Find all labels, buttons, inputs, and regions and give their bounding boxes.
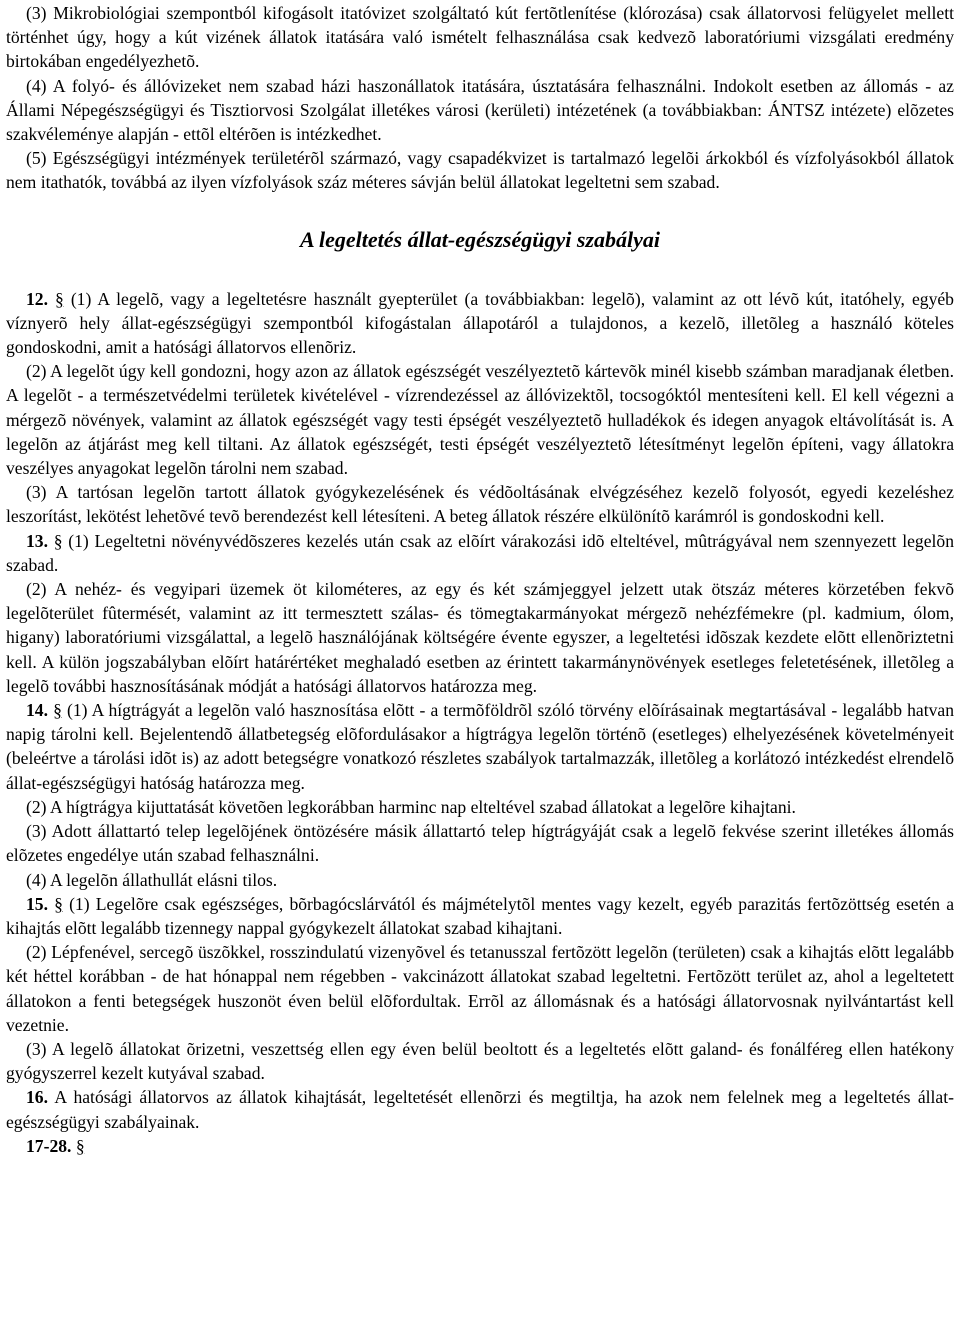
section-sign: § [53, 700, 62, 721]
paragraph: (3) A legelõ állatokat õrizetni, veszettség ellen egy éven belül beoltott és a legeltetés elõtt galand- és fonálféreg ellen hatékony gyógyszerrel kezelt kutyával szabad. [6, 1038, 954, 1084]
paragraph: (2) A nehéz- és vegyipari üzemek öt kilométeres, az egy és két számjeggyel jelzett utak ötszáz méteres körzetében fekvõ legelõterület fûtermését, valamint az itt termesztett szálas- és tömegtakarmányokat mérgezõ nehézfémekre (pl. kadmium, ólom, higany) laboratóriumi vizsgálattal, a legelõ használójának költségére évente egyszer, a legeltetési idõszak kezdete elõtt ellenõriztetni kell. A külön jogszabályban elõírt határértéket meghaladó esetben az érintett takarmánynövények esetleges feletetésének, illetõleg a legelõ további hasznosításának módját a hatósági állatorvos határozza meg. [6, 579, 954, 696]
paragraph: (2) Lépfenével, sercegõ üszõkkel, rosszindulatú vizenyõvel és tetanusszal fertõzött legelõn (területen) csak a kihajtás elõtt legalább két héttel korábban - de hat hónappal nem régebben - vakcinázott állatokat szabad legeltetni. Fertõzött terület az, ahol a legeltetett állatokon a fenti betegségek huszonöt éven belül elõfordultak. Errõl az állomásnak és a hatósági állatorvosnak nyilvántartást kell vezetnie. [6, 942, 954, 1035]
paragraph: (4) A folyó- és állóvizeket nem szabad házi haszonállatok itatására, úsztatására felhasználni. Indokolt esetben az állomás - az Állami Népegészségügyi és Tisztiorvosi Szolgálat illetékes városi (kerületi) intézetének (a továbbiakban: ÁNTSZ intézete) elõzetes szakvéleménye alapján - ettõl eltérõen is intézkedhet. [6, 75, 954, 145]
section-number: 13. [26, 530, 48, 551]
section-range-marker [6, 1134, 954, 1158]
paragraph: (5) Egészségügyi intézmények területérõl származó, vagy csapadékvizet is tartalmazó legelõi árkokból és vízfolyásokból állatok nem itathatók, továbbá az ilyen vízfolyások száz méteres sávján belül állatokat legeltetni sem szabad. [6, 148, 954, 193]
paragraph [6, 529, 954, 577]
paragraph: (2) A hígtrágya kijuttatását követõen legkorábban harminc nap elteltével szabad állatokat a legelõre kihajtani. [26, 796, 796, 817]
paragraph-text: (1) Legeltetni növényvédõszeres kezelés után csak az elõírt várakozási idõ elteltével, mûtrágyával nem szennyezett legelõn szabad. [6, 530, 954, 575]
section-sign: § [55, 288, 64, 309]
section-number: 15. [26, 893, 48, 914]
intro-block [6, 1, 954, 195]
section-number: 14. [26, 700, 48, 721]
paragraph: (3) Adott állattartó telep legelõjének öntözésére másik állattartó telep hígtrágyáját csak a legelõ fekvése szerint illetékes állomás elõzetes engedélye után szabad felhasználni. [6, 821, 954, 866]
paragraph: (3) A tartósan legelõn tartott állatok gyógykezelésének és védõoltásának elvégzéséhez kezelõ folyosót, egyedi kezeléshez leszorítást, lekötést lehetõvé tevõ berendezést kell létesíteni. A beteg állatok részére elkülönítõ karámról is gondoskodni kell. [6, 482, 954, 527]
paragraph: (2) A legelõt úgy kell gondozni, hogy azon az állatok egészségét veszélyeztetõ kártevõk minél kisebb számban maradjanak életben. A legelõt - a természetvédelmi területek kivételével - vízrendezéssel az állóvizektõl, tocsogóktól mentesíteni kell. El kell végezni a mérgezõ növények, valamint az állatok egészségét vagy testi épségét veszélyeztetõ hulladékok és idegen anyagok eltávolítását is. A legelõn az átjárást meg kell tiltani. Az állatok egészségét, testi épségét veszélyeztetõ létesítményt legelõn építeni, vagy állatokra veszélyes anyagokat legelõn tárolni nem szabad. [6, 361, 954, 479]
paragraph [6, 287, 954, 360]
paragraph [6, 698, 954, 795]
paragraph: (4) A legelõn állathullát elásni tilos. [26, 869, 278, 890]
paragraph-text: A hatósági állatorvos az állatok kihajtását, legeltetését ellenõrzi és megtiltja, ha azok nem felelnek meg a legeltetés állat-egészségügyi szabályainak. [6, 1087, 954, 1132]
paragraph-text: (1) A hígtrágyát a legelõn való hasznosítása elõtt - a termõföldrõl szóló törvény elõírásainak megtartásával - legalább hatvan napig tárolni kell. Bejelentendõ állatbetegség elõfordulásakor a hígtrágya legelõn történõ (esetleges) elhelyezésének követelményeit (beleértve a tárolási idõt is) az adott betegségre vonatkozó részletes szabályok tartalmazzák, illetõleg a korlátozó intézkedést elrendelõ állat-egészségügyi hatóság határozza meg. [6, 700, 954, 793]
section-number: 17-28. [26, 1135, 72, 1156]
section-15 [6, 892, 954, 1086]
section-14 [6, 698, 954, 892]
paragraph-text: (1) A legelõ, vagy a legeltetésre használt gyepterület (a továbbiakban: legelõ), valamint az ott lévõ kút, itatóhely, egyéb víznyerõ hely állat-egészségügyi szempontból kifogástalan állapotáról a tulajdonos, a kezelõ, illetõleg a használó köteles gondoskodni, amit a hatósági állatorvos ellenõriz. [6, 288, 954, 358]
paragraph: (3) Mikrobiológiai szempontból kifogásolt itatóvizet szolgáltató kút fertõtlenítése (klórozása) csak állatorvosi felügyelet mellett történhet úgy, hogy a kút vizének állatok itatására való ismételt felhasználása csak kedvezõ laboratóriumi vizsgálati eredmény birtokában engedélyezhetõ. [6, 3, 954, 72]
section-sign: § [53, 530, 63, 551]
paragraph-text: (1) Legelõre csak egészséges, bõrbagócslárvától és májmételytõl mentes vagy kezelt, egyéb parazitás fertõzöttség esetén a kihajtás elõtt legalább tizennegy nappal gyógykezelt állatokat szabad kihajtani. [6, 893, 955, 938]
paragraph [6, 892, 954, 940]
section-16 [6, 1085, 954, 1133]
section-sign: § [54, 893, 63, 914]
section-12 [6, 287, 954, 529]
paragraph [6, 1085, 954, 1133]
section-title: A legeltetés állat-egészségügyi szabályai [300, 226, 660, 252]
section-sign: § [75, 1135, 85, 1156]
section-number: 16. [26, 1087, 48, 1108]
section-13 [6, 529, 954, 698]
section-number: 12. [26, 288, 48, 309]
